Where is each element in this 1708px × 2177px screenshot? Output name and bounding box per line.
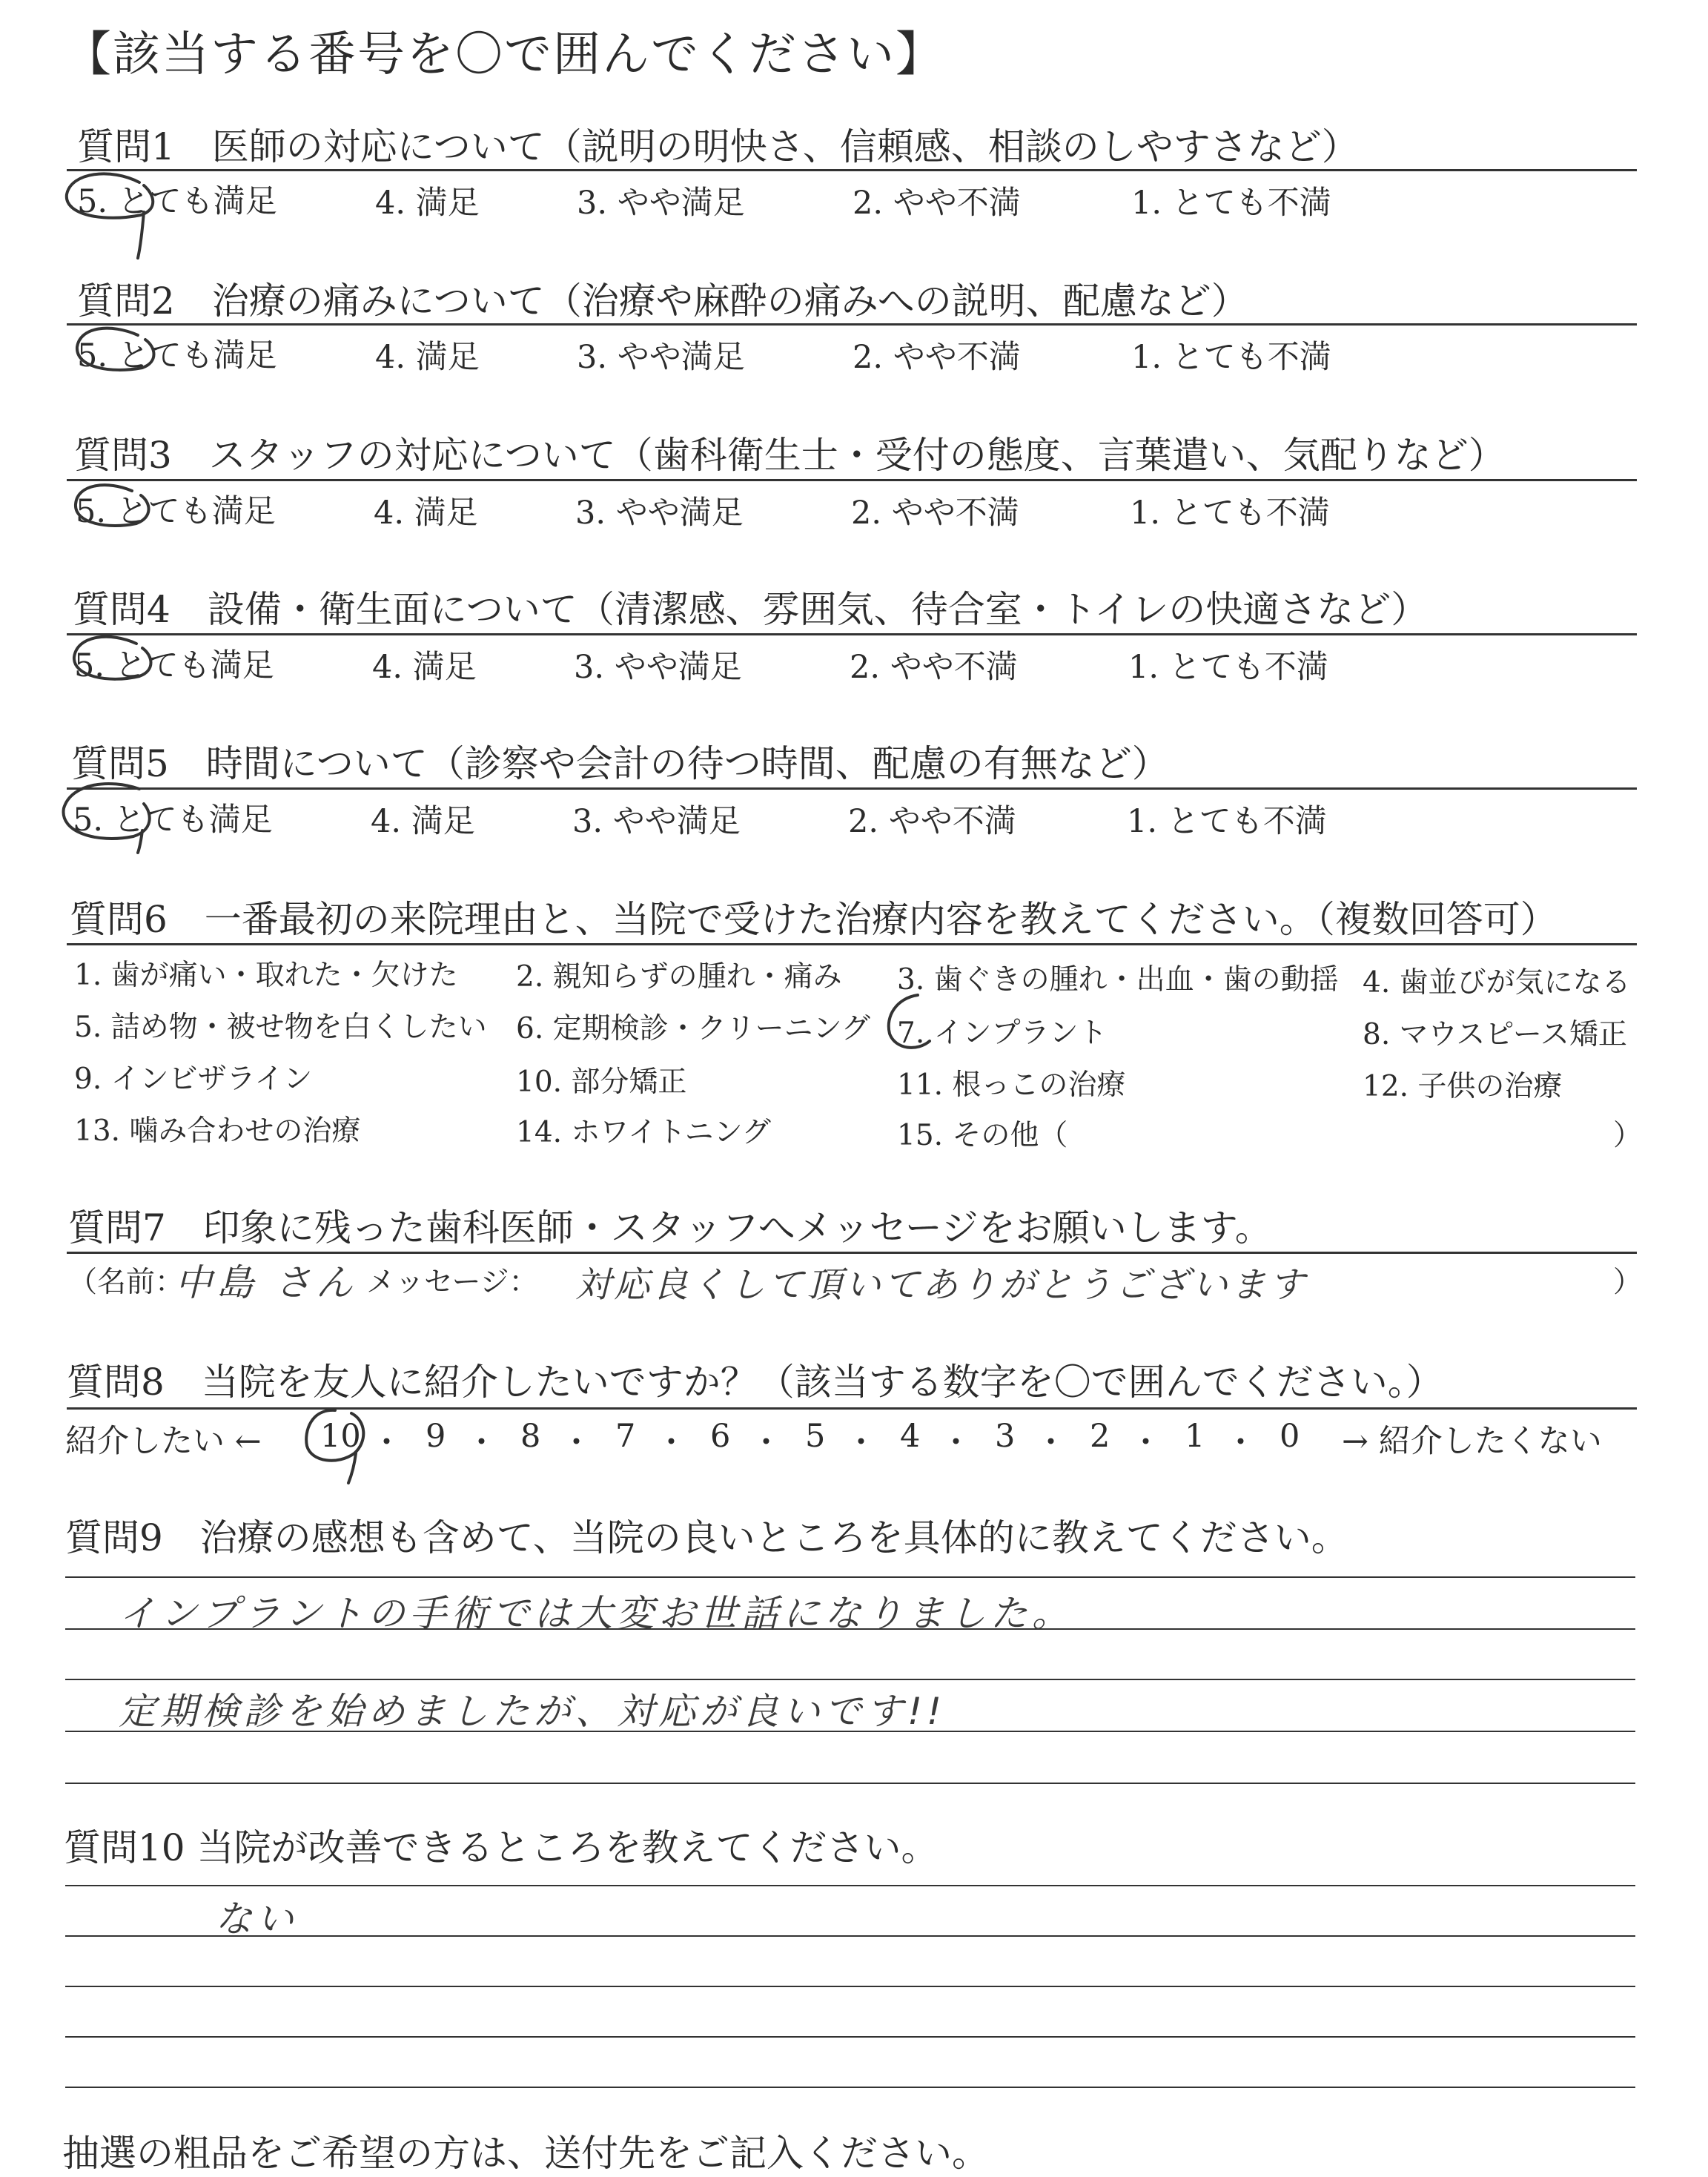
scale-value-3[interactable]: 3 — [995, 1418, 1016, 1455]
scale-value-2[interactable]: 2 — [1090, 1418, 1110, 1455]
name-field[interactable]: 中島 さん — [175, 1261, 357, 1304]
question-5-heading: 質問5 時間について（診察や会計の待つ時間、配慮の有無など） — [71, 742, 1169, 785]
scale-separator: ・ — [1130, 1424, 1162, 1461]
scale-separator: ・ — [940, 1424, 972, 1461]
scale-value-0[interactable]: 0 — [1280, 1418, 1300, 1455]
q2-option-5[interactable]: 5. とても満足 — [77, 337, 277, 374]
q3-option-1[interactable]: 1. とても不満 — [1130, 495, 1330, 532]
recommend-left-label: 紹介したい ← — [65, 1423, 262, 1460]
scale-separator: ・ — [1035, 1424, 1067, 1461]
q6-option-8[interactable]: 8. マウスピース矯正 — [1363, 1018, 1627, 1051]
question-2-heading: 質問2 治療の痛みについて（治療や麻酔の痛みへの説明、配慮など） — [77, 280, 1248, 323]
q5-option-4[interactable]: 4. 満足 — [371, 803, 475, 840]
q6-option-4[interactable]: 4. 歯並びが気になる — [1363, 966, 1631, 1000]
q2-option-2[interactable]: 2. やや不満 — [853, 339, 1021, 376]
question-10-heading: 質問10 当院が改善できるところを教えてください。 — [64, 1826, 939, 1869]
q2-option-4[interactable]: 4. 満足 — [375, 339, 480, 376]
scale-separator: ・ — [560, 1424, 592, 1461]
q8-selection-circle — [306, 1410, 363, 1483]
q1-option-1[interactable]: 1. とても不満 — [1131, 185, 1331, 222]
q4-selection-circle — [74, 637, 151, 679]
q3-option-3[interactable]: 3. やや満足 — [575, 495, 744, 532]
q3-option-4[interactable]: 4. 満足 — [374, 495, 478, 532]
message-field[interactable]: 対応良くして頂いてありがとうございます — [575, 1264, 1308, 1306]
q5-selection-circle — [64, 784, 150, 853]
question-4-heading: 質問4 設備・衛生面について（清潔感、雰囲気、待合室・トイレの快適さなど） — [73, 588, 1429, 631]
q3-selection-circle — [76, 485, 149, 526]
question-9-heading: 質問9 治療の感想も含めて、当院の良いところを具体的に教えてください。 — [65, 1516, 1348, 1559]
q3-option-2[interactable]: 2. やや不満 — [851, 495, 1019, 532]
scale-value-5[interactable]: 5 — [805, 1418, 826, 1455]
scale-value-10[interactable]: 10 — [320, 1418, 361, 1455]
q3-option-5[interactable]: 5. とても満足 — [76, 493, 276, 530]
scale-separator: ・ — [371, 1424, 403, 1461]
q6-option-1[interactable]: 1. 歯が痛い・取れた・欠けた — [74, 959, 458, 992]
q5-option-3[interactable]: 3. やや満足 — [572, 803, 741, 840]
q5-option-1[interactable]: 1. とても不満 — [1127, 803, 1327, 840]
message-close-paren: ） — [1613, 1266, 1643, 1299]
scale-separator: ・ — [1225, 1424, 1257, 1461]
q6-option-11[interactable]: 11. 根っこの治療 — [897, 1068, 1126, 1102]
scale-value-4[interactable]: 4 — [900, 1418, 921, 1455]
q6-option-12[interactable]: 12. 子供の治療 — [1363, 1070, 1563, 1103]
q4-option-2[interactable]: 2. やや不満 — [850, 649, 1018, 686]
recommend-right-label: → 紹介したくない — [1342, 1423, 1602, 1460]
question-8-heading: 質問8 当院を友人に紹介したいですか？（該当する数字を〇で囲んでください。） — [67, 1361, 1443, 1404]
message-label: メッセージ： — [366, 1266, 538, 1299]
q6-option-7[interactable]: 7. インプラント — [897, 1017, 1108, 1050]
q6-option-13[interactable]: 13. 噛み合わせの治療 — [74, 1114, 361, 1148]
scale-separator: ・ — [466, 1424, 497, 1461]
q1-option-3[interactable]: 3. やや満足 — [577, 185, 745, 222]
scale-separator: ・ — [845, 1424, 877, 1461]
question-3-heading: 質問3 スタッフの対応について（歯科衛生士・受付の態度、言葉遣い、気配りなど） — [74, 434, 1506, 477]
q1-selection-circle — [67, 174, 153, 258]
scale-value-1[interactable]: 1 — [1185, 1418, 1205, 1455]
q2-option-3[interactable]: 3. やや満足 — [577, 339, 745, 376]
q4-option-4[interactable]: 4. 満足 — [372, 649, 477, 686]
q2-option-1[interactable]: 1. とても不満 — [1131, 339, 1331, 376]
q4-option-1[interactable]: 1. とても不満 — [1128, 649, 1328, 686]
q9-answer-line-2[interactable]: 定期検診を始めましたが、対応が良いです!! — [119, 1690, 947, 1733]
scale-value-8[interactable]: 8 — [520, 1418, 541, 1455]
scale-separator: ・ — [655, 1424, 687, 1461]
q6-option-3[interactable]: 3. 歯ぐきの腫れ・出血・歯の動揺 — [897, 963, 1339, 997]
q6-other-close-paren: ） — [1613, 1119, 1643, 1152]
scale-value-7[interactable]: 7 — [615, 1418, 636, 1455]
q6-option-9[interactable]: 9. インビザライン — [74, 1063, 313, 1096]
q5-option-5[interactable]: 5. とても満足 — [73, 802, 273, 839]
q6-option-5[interactable]: 5. 詰め物・被せ物を白くしたい — [74, 1011, 487, 1044]
scale-separator: ・ — [750, 1424, 782, 1461]
page-title: 【該当する番号を〇で囲んでください】 — [64, 27, 944, 82]
q1-option-2[interactable]: 2. やや不満 — [853, 185, 1021, 222]
q4-option-3[interactable]: 3. やや満足 — [574, 649, 742, 686]
question-1-heading: 質問1 医師の対応について（説明の明快さ、信頼感、相談のしやすさなど） — [77, 125, 1359, 168]
q4-option-5[interactable]: 5. とても満足 — [74, 647, 274, 684]
question-7-heading: 質問7 印象に残った歯科医師・スタッフへメッセージをお願いします。 — [68, 1206, 1272, 1249]
footer-note: 抽選の粗品をご希望の方は、送付先をご記入ください。 — [62, 2132, 989, 2175]
q9-answer-line-1[interactable]: インプラントの手術では大変お世話になりました。 — [119, 1592, 1073, 1635]
q6-option-2[interactable]: 2. 親知らずの腫れ・痛み — [516, 960, 842, 994]
q5-option-2[interactable]: 2. やや不満 — [848, 803, 1016, 840]
q2-selection-circle — [77, 328, 154, 370]
q1-option-4[interactable]: 4. 満足 — [375, 185, 480, 222]
q10-answer-line-1[interactable]: ない — [215, 1897, 298, 1940]
q6-option-14[interactable]: 14. ホワイトニング — [516, 1116, 771, 1149]
q6-option-10[interactable]: 10. 部分矯正 — [516, 1066, 687, 1099]
question-6-heading: 質問6 一番最初の来院理由と、当院で受けた治療内容を教えてください。（複数回答可） — [70, 898, 1558, 941]
q6-selection-circle — [889, 995, 930, 1048]
scale-value-6[interactable]: 6 — [710, 1418, 731, 1455]
q1-option-5[interactable]: 5. とても満足 — [77, 183, 277, 220]
q6-option-15[interactable]: 15. その他（ — [897, 1119, 1068, 1152]
q6-option-6[interactable]: 6. 定期検診・クリーニング — [516, 1012, 870, 1045]
scale-value-9[interactable]: 9 — [426, 1418, 446, 1455]
name-label: （名前： — [68, 1266, 185, 1299]
